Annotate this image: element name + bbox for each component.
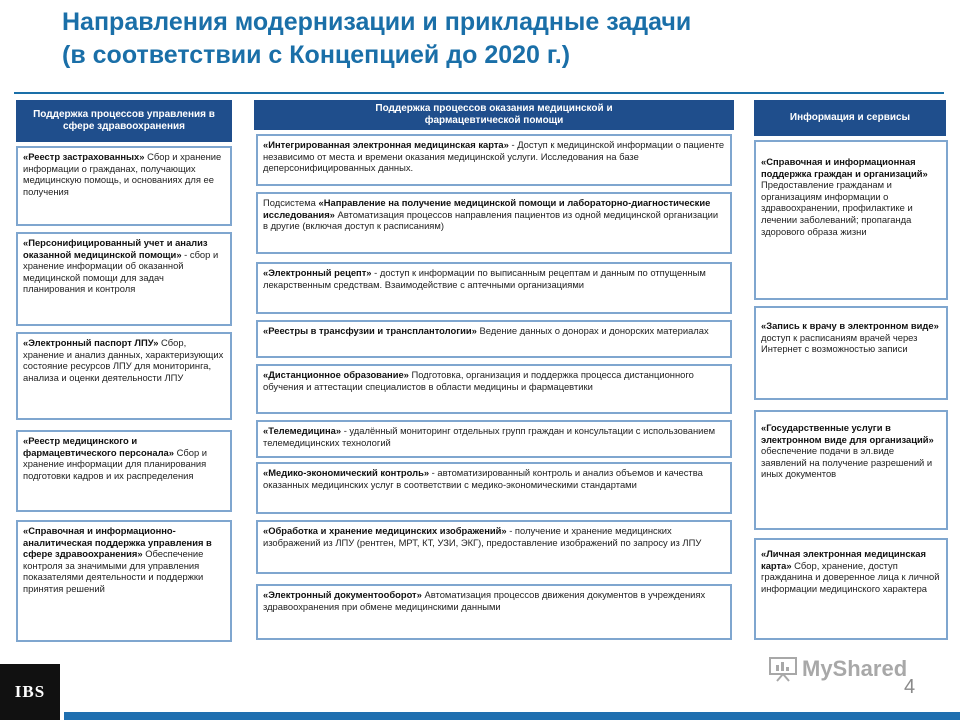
left-box-2-text: - сбор и хранение информации об оказанной медицинской помощи для задач планирования и контроля (23, 248, 219, 295)
page-number: 4 (904, 676, 916, 698)
middle-box-5-text: Подготовка, организация и поддержка процесса дистанционного обучения и аттестации специалистов в области медицины и фармацевтики (263, 369, 694, 392)
middle-box-8 (256, 520, 732, 574)
left-box-3-text: Сбор, хранение и анализ данных, характеризующих состояние ресурсов ЛПУ для мониторинга, анализа и оценки деятельности ЛПУ (23, 337, 224, 383)
right-box-1-title: «Справочная и информационная поддержка граждан и организаций» (761, 156, 928, 179)
myshared-watermark: MyShared (768, 656, 907, 682)
middle-box-8-title: «Обработка и хранение медицинских изображений» (263, 525, 507, 536)
left-box-1 (16, 146, 232, 226)
middle-box-9-text: Автоматизация процессов движения документов в учреждениях здравоохранения при обмене медицинскими данными (263, 589, 706, 612)
middle-box-3-text: - доступ к информации по выписанным рецептам и данным по отпущенным лекарственным средствам. Взаимодействие с аптечными организациями (263, 267, 706, 290)
left-column-header: Поддержка процессов управления в сфере здравоохранения (16, 100, 232, 142)
middle-box-1-title: «Интегрированная электронная медицинская карта» (263, 139, 509, 150)
middle-box-4-text: Ведение данных о донорах и донорских материалах (476, 325, 709, 336)
middle-box-5 (256, 364, 732, 414)
left-box-1-title: «Реестр застрахованных» (23, 151, 145, 162)
middle-box-9-title: «Электронный документооборот» (263, 589, 422, 600)
right-box-4-title: «Личная электронная медицинская карта» (761, 548, 926, 571)
footer-bar (64, 712, 960, 720)
left-box-4-title: «Реестр медицинского и фармацевтического персонала» (23, 435, 174, 458)
right-box-3-title: «Государственные услуги в электронном виде для организаций» (761, 422, 934, 445)
middle-box-6 (256, 420, 732, 458)
right-box-1 (754, 140, 948, 300)
right-box-2-title: «Запись к врачу в электронном виде» (761, 320, 939, 331)
middle-box-4 (256, 320, 732, 358)
right-box-2 (754, 306, 948, 400)
left-box-3-title: «Электронный паспорт ЛПУ» (23, 337, 159, 348)
left-box-5-title: «Справочная и информационно-аналитическая поддержка управления в сфере здравоохранения» (23, 525, 212, 560)
middle-box-2 (256, 192, 732, 254)
middle-box-2-prefix: Подсистема (263, 197, 319, 208)
middle-box-1 (256, 134, 732, 186)
left-box-5-text: Обеспечение контроля за значимыми для управления показателями деятельности и поддержки принятия решений (23, 548, 204, 594)
middle-box-6-text: - удалённый мониторинг отдельных групп граждан и консультации с использованием телемедицинских технологий (263, 425, 716, 448)
middle-box-6-title: «Телемедицина» (263, 425, 342, 436)
middle-box-7-title: «Медико-экономический контроль» (263, 467, 430, 478)
left-box-4 (16, 430, 232, 512)
page-title-line-2: (в соответствии с Концепцией до 2020 г.) (62, 41, 571, 69)
ibs-logo: IBS (0, 664, 60, 720)
middle-box-2-text: Автоматизация процессов направления пациентов из одной медицинской организации в другие (включая доступ к расписаниям) (263, 208, 719, 232)
middle-box-2-title: «Направление на получение медицинской помощи и лабораторно-диагностические исследования» (263, 197, 711, 220)
left-box-2-title: «Персонифицированный учет и анализ оказанной медицинской помощи» (23, 237, 208, 260)
left-box-5 (16, 520, 232, 642)
middle-box-8-text: - получение и хранение медицинских изображений из ЛПУ (рентген, МРТ, КТ, УЗИ, ЭКГ), предоставление изображений по запросу из ЛПУ (263, 525, 702, 548)
middle-box-1-text: - Доступ к медицинской информации о пациенте независимо от места и времени оказания медицинской услуги. Исследования на базе деперсонифицированных данных. (263, 139, 725, 174)
middle-box-7 (256, 462, 732, 514)
left-box-3 (16, 332, 232, 420)
title-divider (14, 92, 944, 94)
right-box-3 (754, 410, 948, 530)
right-box-3-text: обеспечение подачи в эл.виде заявлений на получение разрешений и иных документов (761, 445, 933, 480)
right-box-1-text: Предоставление гражданам и организациям информации о здравоохранении, профилактике и лечении заболеваний; пропаганда здорового образа жизни (761, 179, 913, 237)
middle-box-4-title: «Реестры в трансфузии и трансплантологии» (263, 325, 477, 336)
right-box-2-text: доступ к расписаниям врачей через Интернет с возможностью записи (761, 331, 918, 355)
middle-box-3-title: «Электронный рецепт» (263, 267, 372, 278)
left-box-4-text: Сбор и хранение информации для планирования подготовки кадров и их распределения (23, 446, 207, 481)
middle-column-header: Поддержка процессов оказания медицинской и фармацевтической помощи (254, 100, 734, 130)
page-title-line-1: Направления модернизации и прикладные задачи (62, 8, 692, 36)
middle-box-3 (256, 262, 732, 314)
middle-box-9 (256, 584, 732, 640)
middle-box-5-title: «Дистанционное образование» (263, 369, 409, 380)
right-column-header: Информация и сервисы (754, 100, 946, 136)
presentation-board-icon (768, 656, 798, 682)
middle-box-7-text: - автоматизированный контроль и анализ объемов и качества оказанных медицинских услуг в соответствии с медико-экономическими стандартами (263, 467, 703, 490)
left-box-1-text: Сбор и хранение информации о гражданах, получающих медицинскую помощь, и основаниях для ее получения (23, 151, 222, 197)
right-box-4-text: Сбор, хранение, доступ гражданина и доверенное лица к личной информации медицинского характера (761, 559, 940, 594)
page-title (62, 6, 942, 72)
right-box-4 (754, 538, 948, 640)
left-box-2 (16, 232, 232, 326)
